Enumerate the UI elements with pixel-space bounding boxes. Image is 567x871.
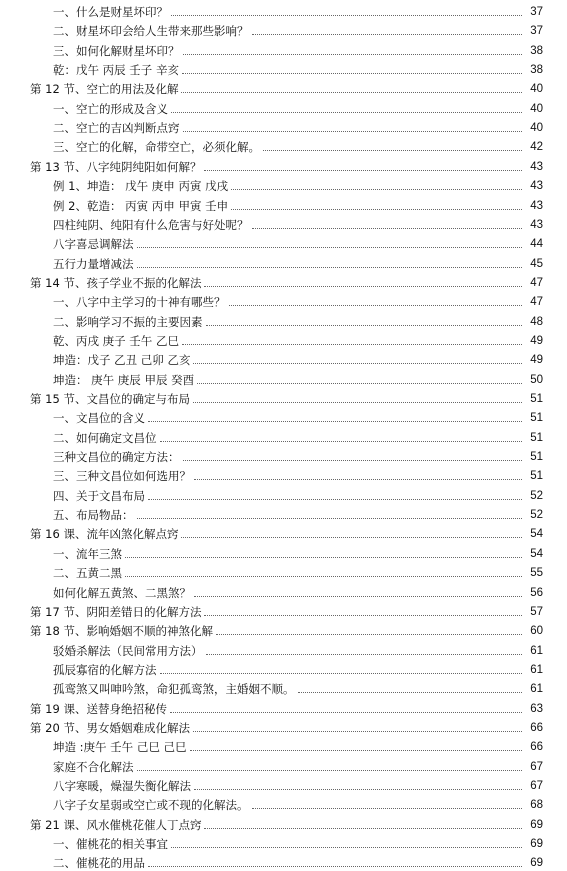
toc-entry-title: 坤造 :庚午 壬午 己巳 己巳 bbox=[53, 740, 187, 755]
toc-page-number: 56 bbox=[530, 586, 543, 599]
toc-page-number: 44 bbox=[530, 238, 543, 251]
toc-dot-leader bbox=[194, 479, 522, 480]
toc-subsection-entry[interactable] bbox=[53, 640, 543, 659]
toc-entry-title: 三、三种文昌位如何选用？ bbox=[53, 469, 191, 484]
toc-subsection-entry[interactable] bbox=[53, 195, 543, 214]
toc-subsection-entry[interactable] bbox=[53, 59, 543, 78]
toc-entry-title: 第 12 节、空亡的用法及化解 bbox=[30, 82, 179, 97]
toc-subsection-entry[interactable] bbox=[53, 330, 543, 349]
toc-page-number: 43 bbox=[530, 160, 543, 173]
toc-dot-leader bbox=[194, 789, 522, 790]
toc-dot-leader bbox=[181, 92, 522, 93]
toc-entry-title: 例 2、乾造： 丙寅 丙申 甲寅 壬申 bbox=[53, 198, 229, 213]
toc-page-number: 69 bbox=[530, 857, 543, 870]
toc-page-number: 57 bbox=[530, 605, 543, 618]
toc-entry-title: 一、什么是财星坏印？ bbox=[53, 5, 168, 19]
toc-entry-title: 三、空亡的化解，命带空亡，必须化解。 bbox=[53, 140, 260, 155]
toc-page-number: 54 bbox=[530, 547, 543, 560]
toc-entry-title: 二、如何确定文昌位 bbox=[53, 430, 157, 445]
toc-subsection-entry[interactable] bbox=[53, 40, 543, 59]
toc-subsection-entry[interactable] bbox=[53, 20, 543, 39]
toc-entry-title: 驳婚杀解法（民间常用方法） bbox=[53, 643, 203, 658]
toc-entry-title: 三种文昌位的确定方法： bbox=[53, 450, 180, 465]
toc-entry-title: 第 16 课、流年凶煞化解点窍 bbox=[30, 527, 179, 542]
toc-dot-leader bbox=[193, 363, 522, 364]
toc-dot-leader bbox=[137, 518, 523, 519]
toc-subsection-entry[interactable] bbox=[53, 582, 543, 601]
toc-dot-leader bbox=[206, 325, 523, 326]
toc-page-number: 60 bbox=[530, 625, 543, 638]
toc-dot-leader bbox=[160, 673, 523, 674]
toc-subsection-entry[interactable] bbox=[53, 136, 543, 155]
toc-entry-title: 八字子女星弱或空亡或不现的化解法。 bbox=[53, 798, 249, 813]
toc-subsection-entry[interactable] bbox=[53, 543, 543, 562]
toc-page-number: 69 bbox=[530, 818, 543, 831]
toc-page-number: 67 bbox=[530, 760, 543, 773]
toc-dot-leader bbox=[194, 596, 522, 597]
toc-dot-leader bbox=[204, 615, 522, 616]
toc-subsection-entry[interactable] bbox=[53, 291, 543, 310]
toc-subsection-entry[interactable] bbox=[53, 465, 543, 484]
toc-entry-title: 第 13 节、八字纯阴纯阳如何解？ bbox=[30, 159, 202, 174]
toc-entry-title: 一、催桃花的相关事宜 bbox=[53, 837, 168, 852]
toc-subsection-entry[interactable] bbox=[53, 407, 543, 426]
toc-dot-leader bbox=[231, 189, 522, 190]
toc-dot-leader bbox=[183, 131, 523, 132]
toc-page-number: 38 bbox=[530, 64, 543, 77]
toc-page-number: 52 bbox=[530, 489, 543, 502]
toc-dot-leader bbox=[171, 15, 522, 16]
toc-entry-title: 第 14 节、孩子学业不振的化解法 bbox=[30, 275, 202, 290]
toc-section-entry[interactable] bbox=[30, 814, 543, 833]
toc-page-number: 55 bbox=[530, 567, 543, 580]
toc-subsection-entry[interactable] bbox=[53, 311, 543, 330]
toc-section-entry[interactable] bbox=[30, 698, 543, 717]
toc-entry-title: 一、流年三煞 bbox=[53, 546, 122, 561]
toc-page-number: 49 bbox=[530, 334, 543, 347]
toc-page-number: 47 bbox=[530, 276, 543, 289]
toc-page-number: 50 bbox=[530, 373, 543, 386]
toc-subsection-entry[interactable] bbox=[53, 852, 543, 871]
toc-section-entry[interactable] bbox=[30, 523, 543, 542]
toc-dot-leader bbox=[183, 460, 523, 461]
toc-page-number: 43 bbox=[530, 180, 543, 193]
toc-page-number: 61 bbox=[530, 683, 543, 696]
toc-entry-title: 二、空亡的吉凶判断点窍 bbox=[53, 121, 180, 136]
toc-entry-title: 四柱纯阴、纯阳有什么危害与好处呢？ bbox=[53, 217, 249, 232]
toc-dot-leader bbox=[171, 847, 522, 848]
toc-dot-leader bbox=[216, 634, 522, 635]
toc-page-number: 37 bbox=[530, 25, 543, 38]
toc-dot-leader bbox=[183, 54, 523, 55]
toc-page-number: 67 bbox=[530, 780, 543, 792]
toc-entry-title: 第 19 课、送替身绝招秘传 bbox=[30, 701, 167, 716]
toc-entry-title: 如何化解五黄煞、二黑煞？ bbox=[53, 585, 191, 600]
toc-page-number: 43 bbox=[530, 218, 543, 231]
toc-subsection-entry[interactable] bbox=[53, 233, 543, 252]
toc-dot-leader bbox=[137, 247, 523, 248]
toc-dot-leader bbox=[229, 305, 523, 306]
toc-page-number: 47 bbox=[530, 296, 543, 309]
toc-page-number: 61 bbox=[530, 663, 543, 676]
toc-subsection-entry[interactable] bbox=[53, 214, 543, 233]
toc-entry-title: 八字喜忌调解法 bbox=[53, 237, 134, 252]
toc-entry-title: 例 1、坤造： 戊午 庚申 丙寅 戊戌 bbox=[53, 179, 229, 194]
toc-entry-title: 第 20 节、男女婚姻难成化解法 bbox=[30, 720, 190, 735]
toc-entry-title: 三、如何化解财星坏印？ bbox=[53, 43, 180, 58]
toc-page-number: 42 bbox=[530, 141, 543, 154]
toc-page-number: 37 bbox=[530, 6, 543, 18]
toc-page-number: 51 bbox=[530, 470, 543, 483]
toc-subsection-entry[interactable] bbox=[53, 175, 543, 194]
toc-section-entry[interactable] bbox=[30, 156, 543, 175]
toc-page-number: 61 bbox=[530, 644, 543, 657]
toc-subsection-entry[interactable] bbox=[53, 117, 543, 136]
toc-entry-title: 坤造： 庚午 庚辰 甲辰 癸酉 bbox=[53, 372, 195, 387]
toc-page-number: 51 bbox=[530, 412, 543, 425]
toc-dot-leader bbox=[298, 692, 523, 693]
toc-dot-leader bbox=[231, 209, 522, 210]
toc-dot-leader bbox=[137, 267, 523, 268]
toc-dot-leader bbox=[137, 770, 523, 771]
toc-page-number: 66 bbox=[530, 721, 543, 734]
toc-dot-leader bbox=[170, 712, 522, 713]
toc-dot-leader bbox=[182, 344, 522, 345]
toc-entry-title: 第 15 节、文昌位的确定与布局 bbox=[30, 392, 190, 406]
toc-subsection-entry[interactable] bbox=[53, 349, 543, 368]
toc-subsection-entry[interactable] bbox=[53, 678, 543, 697]
toc-dot-leader bbox=[182, 73, 522, 74]
toc-page-number: 51 bbox=[530, 451, 543, 464]
toc-dot-leader bbox=[148, 499, 522, 500]
toc-entry-title: 四、关于文昌布局 bbox=[53, 488, 145, 503]
toc-dot-leader bbox=[148, 866, 522, 867]
toc-dot-leader bbox=[125, 557, 522, 558]
toc-entry-title: 八字寒暖，燥湿失衡化解法 bbox=[53, 779, 191, 793]
toc-subsection-entry[interactable] bbox=[53, 794, 543, 813]
toc-page-number: 48 bbox=[530, 315, 543, 328]
toc-dot-leader bbox=[204, 286, 522, 287]
toc-subsection-entry[interactable] bbox=[53, 659, 543, 678]
toc-dot-leader bbox=[181, 537, 522, 538]
toc-dot-leader bbox=[252, 808, 523, 809]
toc-page-number: 51 bbox=[530, 393, 543, 405]
toc-dot-leader bbox=[148, 421, 522, 422]
toc-page-number: 43 bbox=[530, 199, 543, 212]
toc-page-number: 69 bbox=[530, 838, 543, 851]
toc-dot-leader bbox=[193, 731, 522, 732]
toc-page-number: 68 bbox=[530, 799, 543, 812]
toc-dot-leader bbox=[252, 228, 523, 229]
toc-page-number: 63 bbox=[530, 702, 543, 715]
toc-dot-leader bbox=[197, 383, 522, 384]
toc-page-number: 52 bbox=[530, 509, 543, 522]
toc-page-number: 38 bbox=[530, 44, 543, 57]
toc-section-entry[interactable] bbox=[30, 620, 543, 639]
toc-entry-title: 二、财星坏印会给人生带来那些影响？ bbox=[53, 24, 249, 39]
toc-dot-leader bbox=[125, 576, 522, 577]
toc-page-number: 40 bbox=[530, 102, 543, 115]
toc-entry-title: 五、布局物品： bbox=[53, 508, 134, 523]
toc-dot-leader bbox=[190, 750, 523, 751]
toc-dot-leader bbox=[193, 402, 522, 403]
toc-subsection-entry[interactable] bbox=[53, 98, 543, 117]
toc-subsection-entry[interactable] bbox=[53, 833, 543, 852]
toc-page-number: 66 bbox=[530, 741, 543, 754]
toc-page-number: 54 bbox=[530, 528, 543, 541]
toc-subsection-entry[interactable] bbox=[53, 1, 543, 20]
toc-entry-title: 二、影响学习不振的主要因素 bbox=[53, 314, 203, 329]
toc-dot-leader bbox=[252, 34, 523, 35]
toc-entry-title: 二、催桃花的用品 bbox=[53, 856, 145, 871]
toc-page-number: 40 bbox=[530, 122, 543, 135]
toc-entry-title: 一、文昌位的含义 bbox=[53, 411, 145, 426]
toc-entry-title: 二、五黄二黑 bbox=[53, 566, 122, 581]
toc-subsection-entry[interactable] bbox=[53, 562, 543, 581]
toc-entry-title: 家庭不合化解法 bbox=[53, 759, 134, 774]
toc-dot-leader bbox=[171, 112, 522, 113]
toc-section-entry[interactable] bbox=[30, 601, 543, 620]
toc-subsection-entry[interactable] bbox=[53, 756, 543, 775]
toc-entry-title: 坤造：戊子 乙丑 己卯 乙亥 bbox=[53, 353, 191, 368]
toc-page-number: 51 bbox=[530, 431, 543, 444]
toc-page-number: 45 bbox=[530, 257, 543, 270]
toc-dot-leader bbox=[204, 828, 522, 829]
toc-entry-title: 乾、丙戌 庚子 壬午 乙巳 bbox=[53, 333, 179, 348]
toc-section-entry[interactable] bbox=[30, 388, 543, 407]
toc-page-number: 40 bbox=[530, 83, 543, 96]
toc-dot-leader bbox=[263, 150, 522, 151]
toc-entry-title: 第 17 节、阴阳差错日的化解方法 bbox=[30, 604, 202, 619]
toc-subsection-entry[interactable] bbox=[53, 504, 543, 523]
toc-section-entry[interactable] bbox=[30, 78, 543, 97]
toc-entry-title: 孤鸾煞又叫呻吟煞，命犯孤鸾煞，主婚姻不顺。 bbox=[53, 682, 295, 697]
toc-subsection-entry[interactable] bbox=[53, 775, 543, 794]
toc-entry-title: 五行力量增减法 bbox=[53, 256, 134, 271]
toc-entry-title: 乾：戊午 丙辰 壬子 辛亥 bbox=[53, 63, 179, 78]
toc-section-entry[interactable] bbox=[30, 717, 543, 736]
toc-entry-title: 第 21 课、风水催桃花催人丁点窍 bbox=[30, 817, 202, 832]
toc-dot-leader bbox=[160, 441, 523, 442]
toc-subsection-entry[interactable] bbox=[53, 736, 543, 755]
toc-page-number: 49 bbox=[530, 354, 543, 367]
toc-subsection-entry[interactable] bbox=[53, 253, 543, 272]
toc-entry-title: 一、八字中主学习的十神有哪些？ bbox=[53, 295, 226, 310]
toc-subsection-entry[interactable] bbox=[53, 485, 543, 504]
toc-subsection-entry[interactable] bbox=[53, 446, 543, 465]
toc-entry-title: 一、空亡的形成及含义 bbox=[53, 101, 168, 116]
toc-dot-leader bbox=[204, 170, 522, 171]
toc-entry-title: 孤辰寡宿的化解方法 bbox=[53, 662, 157, 677]
toc-subsection-entry[interactable] bbox=[53, 427, 543, 446]
toc-dot-leader bbox=[206, 654, 523, 655]
toc-section-entry[interactable] bbox=[30, 272, 543, 291]
toc-subsection-entry[interactable] bbox=[53, 369, 543, 388]
toc-entry-title: 第 18 节、影响婚姻不顺的神煞化解 bbox=[30, 624, 213, 639]
